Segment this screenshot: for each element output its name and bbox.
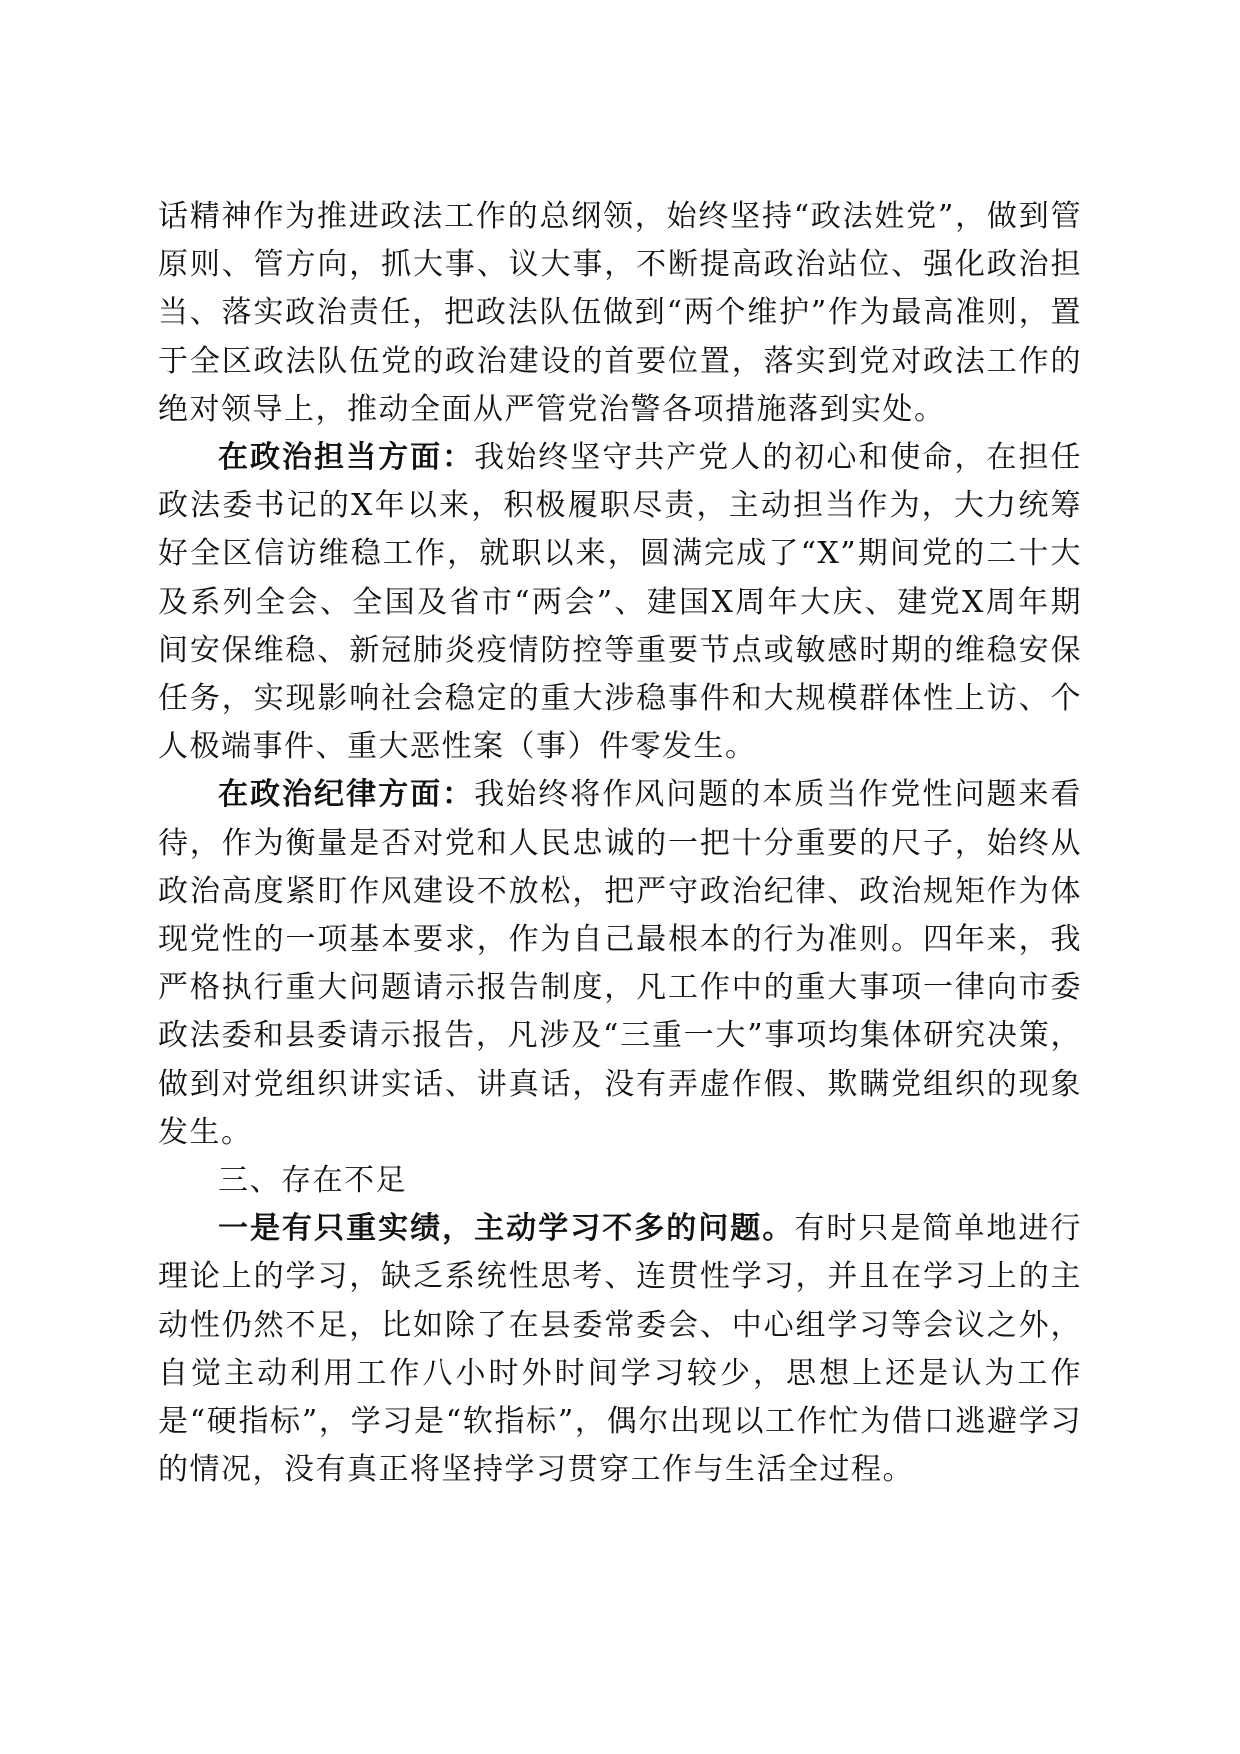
document-body <box>158 193 1082 1494</box>
paragraph-text: 话精神作为推进政法工作的总纲领，始终坚持“政法姓党”，做到管原则、管方向，抓大事、议大事，不断提高政治站位、强化政治担当、落实政治责任，把政法队伍做到“两个维护”作为最高准则，置于全区政法队伍党的政治建设的首要位置，落实到党对政法工作的绝对领导上，推动全面从严管党治警各项措施落到实处。 <box>158 199 1082 427</box>
paragraph-shortcoming-one <box>158 1205 1082 1494</box>
paragraph-lead-heading: 一是有只重实绩，主动学习不多的问题。 <box>218 1211 795 1247</box>
section-heading-shortcomings <box>158 1157 1082 1205</box>
section-heading-text: 三、存在不足 <box>218 1163 407 1199</box>
paragraph-lead-heading: 在政治纪律方面： <box>218 777 475 813</box>
paragraph-continuation <box>158 193 1082 434</box>
paragraph-political-discipline <box>158 771 1082 1157</box>
paragraph-text: 我始终将作风问题的本质当作党性问题来看待，作为衡量是否对党和人民忠诚的一把十分重要的尺子，始终从政治高度紧盯作风建设不放松，把严守政治纪律、政治规矩作为体现党性的一项基本要求，作为自己最根本的行为准则。四年来，我严格执行重大问题请示报告制度，凡工作中的重大事项一律向市委政法委和县委请示报告，凡涉及“三重一大”事项均集体研究决策，做到对党组织讲实话、讲真话，没有弄虚作假、欺瞒党组织的现象发生。 <box>158 777 1083 1150</box>
paragraph-text: 我始终坚守共产党人的初心和使命，在担任政法委书记的X年以来，积极履职尽责，主动担当作为，大力统筹好全区信访维稳工作，就职以来，圆满完成了“X”期间党的二十大及系列全会、全国及省市“两会”、建国X周年大庆、建党X周年期间安保维稳、新冠肺炎疫情防控等重要节点或敏感时期的维稳安保任务，实现影响社会稳定的重大涉稳事件和大规模群体性上访、个人极端事件、重大恶性案（事）件零发生。 <box>158 440 1083 765</box>
paragraph-lead-heading: 在政治担当方面： <box>218 440 475 476</box>
paragraph-text: 有时只是简单地进行理论上的学习，缺乏系统性思考、连贯性学习，并且在学习上的主动性仍然不足，比如除了在县委常委会、中心组学习等会议之外，自觉主动利用工作八小时外时间学习较少，思想上还是认为工作是“硬指标”，学习是“软指标”，偶尔出现以工作忙为借口逃避学习的情况，没有真正将坚持学习贯穿工作与生活全过程。 <box>158 1211 1083 1488</box>
paragraph-political-responsibility <box>158 434 1082 771</box>
